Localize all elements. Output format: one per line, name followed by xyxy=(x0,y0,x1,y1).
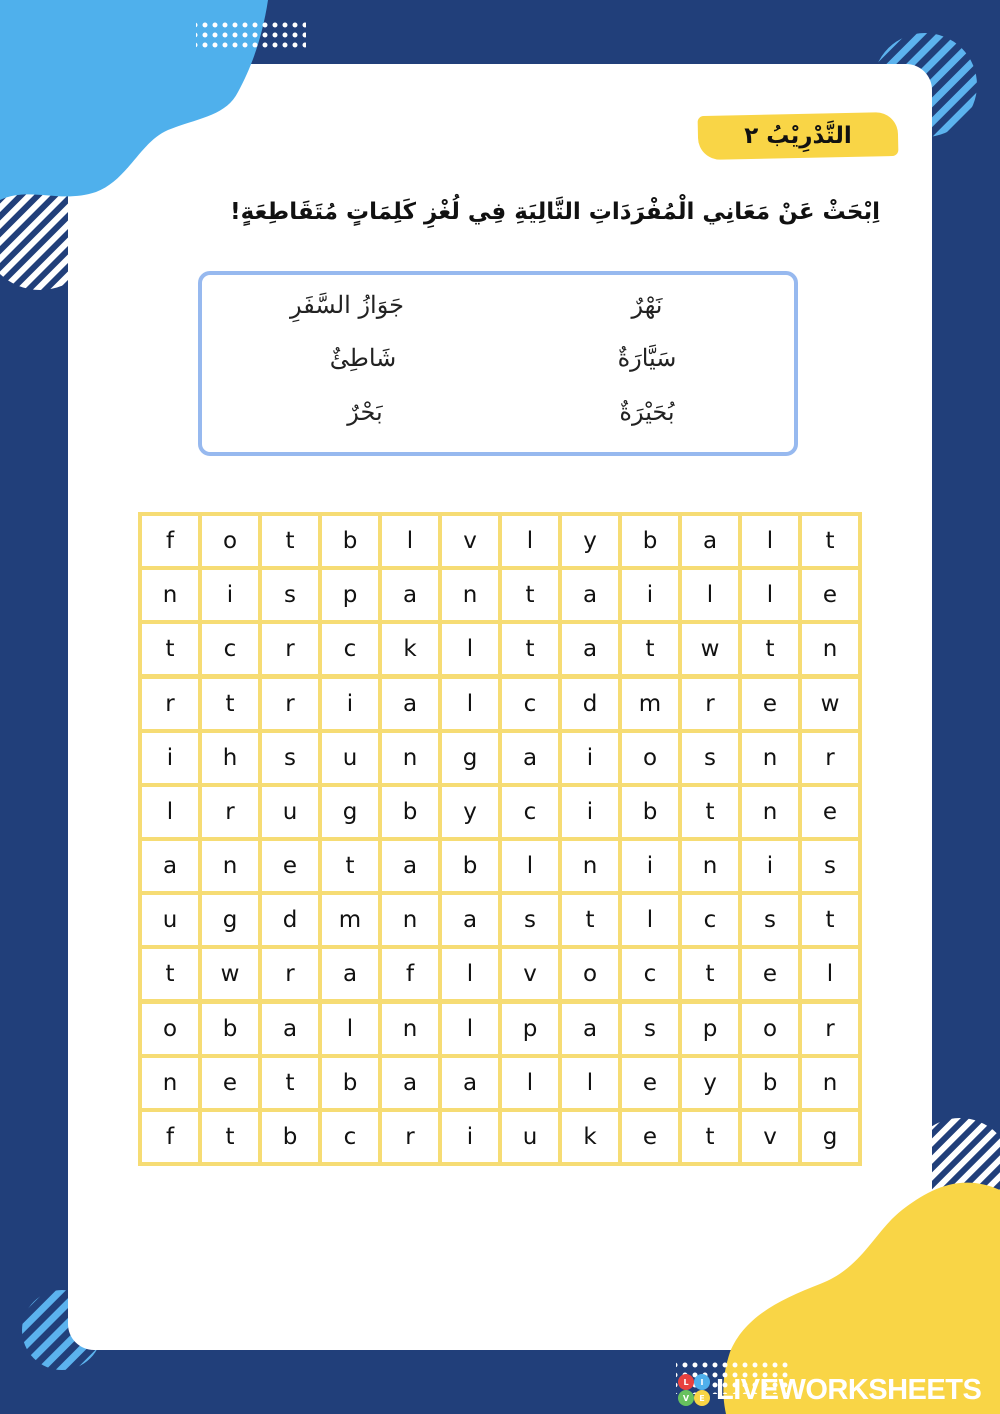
grid-cell[interactable]: t xyxy=(322,841,378,891)
grid-cell[interactable]: b xyxy=(322,1058,378,1108)
grid-cell[interactable]: t xyxy=(202,1112,258,1162)
grid-cell[interactable]: i xyxy=(442,1112,498,1162)
grid-cell[interactable]: e xyxy=(202,1058,258,1108)
grid-cell[interactable]: e xyxy=(622,1058,678,1108)
grid-cell[interactable]: w xyxy=(802,679,858,729)
grid-cell[interactable]: n xyxy=(802,624,858,674)
grid-cell[interactable]: c xyxy=(322,1112,378,1162)
grid-cell[interactable]: l xyxy=(442,679,498,729)
grid-cell[interactable]: a xyxy=(382,841,438,891)
grid-cell[interactable]: l xyxy=(442,624,498,674)
grid-cell[interactable]: n xyxy=(562,841,618,891)
grid-cell[interactable]: l xyxy=(682,570,738,620)
grid-cell[interactable]: r xyxy=(262,624,318,674)
grid-cell[interactable]: p xyxy=(322,570,378,620)
grid-cell[interactable]: s xyxy=(682,733,738,783)
grid-cell[interactable]: c xyxy=(322,624,378,674)
grid-cell[interactable]: a xyxy=(382,570,438,620)
grid-cell[interactable]: n xyxy=(442,570,498,620)
grid-cell[interactable]: n xyxy=(382,733,438,783)
grid-cell[interactable]: f xyxy=(382,949,438,999)
grid-cell[interactable]: g xyxy=(322,787,378,837)
grid-cell[interactable]: s xyxy=(622,1004,678,1054)
grid-cell[interactable]: n xyxy=(142,1058,198,1108)
vocab-word-river: نَهْرٌ xyxy=(631,291,663,319)
grid-cell[interactable]: s xyxy=(502,895,558,945)
vocab-word-sea: بَحْرٌ xyxy=(347,398,383,426)
logo-letter-v: V xyxy=(682,1394,690,1403)
grid-cell[interactable]: s xyxy=(262,733,318,783)
grid-cell[interactable]: l xyxy=(502,1058,558,1108)
grid-cell[interactable]: t xyxy=(802,516,858,566)
grid-cell[interactable]: t xyxy=(622,624,678,674)
grid-cell[interactable]: r xyxy=(802,733,858,783)
grid-cell[interactable]: t xyxy=(682,787,738,837)
grid-cell[interactable]: t xyxy=(682,949,738,999)
grid-cell[interactable]: e xyxy=(622,1112,678,1162)
grid-cell[interactable]: c xyxy=(502,787,558,837)
grid-cell[interactable]: a xyxy=(142,841,198,891)
grid-cell[interactable]: m xyxy=(622,679,678,729)
logo-mark-icon xyxy=(676,1370,714,1410)
grid-cell[interactable]: n xyxy=(142,570,198,620)
grid-cell[interactable]: e xyxy=(262,841,318,891)
grid-cell[interactable]: o xyxy=(562,949,618,999)
grid-cell[interactable]: k xyxy=(382,624,438,674)
grid-cell[interactable]: c xyxy=(502,679,558,729)
vocab-word-passport: جَوَازُ السَّفَرِ xyxy=(290,291,404,319)
grid-cell[interactable]: y xyxy=(682,1058,738,1108)
grid-cell[interactable]: c xyxy=(622,949,678,999)
grid-cell[interactable]: i xyxy=(142,733,198,783)
grid-cell[interactable]: l xyxy=(442,949,498,999)
grid-cell[interactable]: l xyxy=(802,949,858,999)
grid-cell[interactable]: c xyxy=(682,895,738,945)
grid-cell[interactable]: l xyxy=(502,516,558,566)
grid-cell[interactable]: s xyxy=(262,570,318,620)
grid-cell[interactable]: b xyxy=(622,516,678,566)
word-search-grid xyxy=(138,512,862,1166)
grid-cell[interactable]: s xyxy=(802,841,858,891)
grid-cell[interactable]: n xyxy=(682,841,738,891)
grid-cell[interactable]: h xyxy=(202,733,258,783)
grid-cell[interactable]: e xyxy=(742,949,798,999)
grid-cell[interactable]: k xyxy=(562,1112,618,1162)
grid-cell[interactable]: a xyxy=(562,570,618,620)
grid-cell[interactable]: l xyxy=(742,516,798,566)
grid-cell[interactable]: t xyxy=(202,679,258,729)
grid-cell[interactable]: v xyxy=(742,1112,798,1162)
grid-cell[interactable]: t xyxy=(142,949,198,999)
grid-cell[interactable]: l xyxy=(562,1058,618,1108)
grid-cell[interactable]: b xyxy=(442,841,498,891)
grid-cell[interactable]: o xyxy=(142,1004,198,1054)
liveworksheets-logo xyxy=(676,1370,992,1410)
grid-cell[interactable]: b xyxy=(262,1112,318,1162)
grid-cell[interactable]: v xyxy=(442,516,498,566)
grid-cell[interactable]: l xyxy=(142,787,198,837)
grid-cell[interactable]: l xyxy=(742,570,798,620)
grid-cell[interactable]: d xyxy=(562,679,618,729)
grid-cell[interactable]: b xyxy=(322,516,378,566)
grid-cell[interactable]: y xyxy=(562,516,618,566)
vocab-word-car: سَيَّارَةٌ xyxy=(617,344,677,372)
grid-cell[interactable]: f xyxy=(142,1112,198,1162)
grid-cell[interactable]: p xyxy=(502,1004,558,1054)
grid-cell[interactable]: t xyxy=(682,1112,738,1162)
grid-cell[interactable]: a xyxy=(382,1058,438,1108)
grid-cell[interactable]: f xyxy=(142,516,198,566)
grid-cell[interactable]: i xyxy=(202,570,258,620)
grid-cell[interactable]: a xyxy=(682,516,738,566)
grid-cell[interactable]: t xyxy=(502,624,558,674)
grid-cell[interactable]: n xyxy=(202,841,258,891)
grid-cell[interactable]: t xyxy=(562,895,618,945)
logo-text: LIVEWORKSHEETS xyxy=(716,1374,982,1406)
grid-cell[interactable]: n xyxy=(382,1004,438,1054)
grid-cell[interactable]: a xyxy=(262,1004,318,1054)
grid-cell[interactable]: g xyxy=(802,1112,858,1162)
grid-cell[interactable]: b xyxy=(382,787,438,837)
grid-cell[interactable]: r xyxy=(262,949,318,999)
logo-letter-i: I xyxy=(700,1378,704,1387)
grid-cell[interactable]: p xyxy=(682,1004,738,1054)
grid-cell[interactable]: r xyxy=(682,679,738,729)
grid-cell[interactable]: d xyxy=(262,895,318,945)
grid-cell[interactable]: e xyxy=(802,570,858,620)
grid-cell[interactable]: n xyxy=(382,895,438,945)
grid-cell[interactable]: l xyxy=(622,895,678,945)
grid-cell[interactable]: e xyxy=(802,787,858,837)
grid-cell[interactable]: a xyxy=(442,895,498,945)
grid-cell[interactable]: t xyxy=(742,624,798,674)
grid-cell[interactable]: g xyxy=(442,733,498,783)
vocab-word-beach: شَاطِئٌ xyxy=(329,344,397,372)
grid-cell[interactable]: n xyxy=(802,1058,858,1108)
grid-cell[interactable]: m xyxy=(322,895,378,945)
grid-cell[interactable]: n xyxy=(742,787,798,837)
grid-cell[interactable]: c xyxy=(202,624,258,674)
grid-cell[interactable]: r xyxy=(142,679,198,729)
logo-letter-e: E xyxy=(699,1394,705,1403)
grid-cell[interactable]: r xyxy=(262,679,318,729)
grid-cell[interactable]: o xyxy=(742,1004,798,1054)
grid-cell[interactable]: l xyxy=(322,1004,378,1054)
grid-cell[interactable]: n xyxy=(742,733,798,783)
grid-cell[interactable]: t xyxy=(262,1058,318,1108)
grid-cell[interactable]: r xyxy=(802,1004,858,1054)
grid-cell[interactable]: i xyxy=(742,841,798,891)
logo-letter-l: L xyxy=(683,1378,689,1387)
grid-cell[interactable]: i xyxy=(562,787,618,837)
grid-cell[interactable]: r xyxy=(382,1112,438,1162)
grid-cell[interactable]: a xyxy=(322,949,378,999)
grid-cell[interactable]: a xyxy=(562,624,618,674)
grid-cell[interactable]: a xyxy=(502,733,558,783)
grid-cell[interactable]: u xyxy=(322,733,378,783)
grid-cell[interactable]: i xyxy=(622,570,678,620)
grid-cell[interactable]: a xyxy=(442,1058,498,1108)
grid-cell[interactable]: t xyxy=(802,895,858,945)
grid-cell[interactable]: u xyxy=(262,787,318,837)
grid-cell[interactable]: l xyxy=(382,516,438,566)
grid-cell[interactable]: i xyxy=(562,733,618,783)
grid-cell[interactable]: u xyxy=(142,895,198,945)
grid-cell[interactable]: t xyxy=(142,624,198,674)
grid-cell[interactable]: i xyxy=(322,679,378,729)
grid-cell[interactable]: u xyxy=(502,1112,558,1162)
grid-cell[interactable]: o xyxy=(622,733,678,783)
grid-cell[interactable]: b xyxy=(622,787,678,837)
grid-cell[interactable]: y xyxy=(442,787,498,837)
grid-cell[interactable]: v xyxy=(502,949,558,999)
grid-cell[interactable]: a xyxy=(562,1004,618,1054)
grid-cell[interactable]: a xyxy=(382,679,438,729)
grid-cell[interactable]: w xyxy=(202,949,258,999)
vocab-word-lake: بُحَيْرَةٌ xyxy=(619,398,675,426)
grid-cell[interactable]: l xyxy=(502,841,558,891)
grid-cell[interactable]: s xyxy=(742,895,798,945)
exercise-title: التَّدْرِيْبُ ٢ xyxy=(744,123,852,149)
grid-cell[interactable]: g xyxy=(202,895,258,945)
instruction-text: اِبْحَثْ عَنْ مَعَانِي الْمُفْرَدَاتِ التَّالِيَةِ فِي لُغْزِ كَلِمَاتٍ مُتَقَاطِعَةٍ! xyxy=(230,199,880,225)
grid-cell[interactable]: t xyxy=(262,516,318,566)
grid-cell[interactable]: w xyxy=(682,624,738,674)
grid-cell[interactable]: o xyxy=(202,516,258,566)
grid-cell[interactable]: r xyxy=(202,787,258,837)
grid-cell[interactable]: i xyxy=(622,841,678,891)
grid-cell[interactable]: t xyxy=(502,570,558,620)
grid-cell[interactable]: e xyxy=(742,679,798,729)
grid-cell[interactable]: b xyxy=(742,1058,798,1108)
grid-cell[interactable]: l xyxy=(442,1004,498,1054)
grid-cell[interactable]: b xyxy=(202,1004,258,1054)
